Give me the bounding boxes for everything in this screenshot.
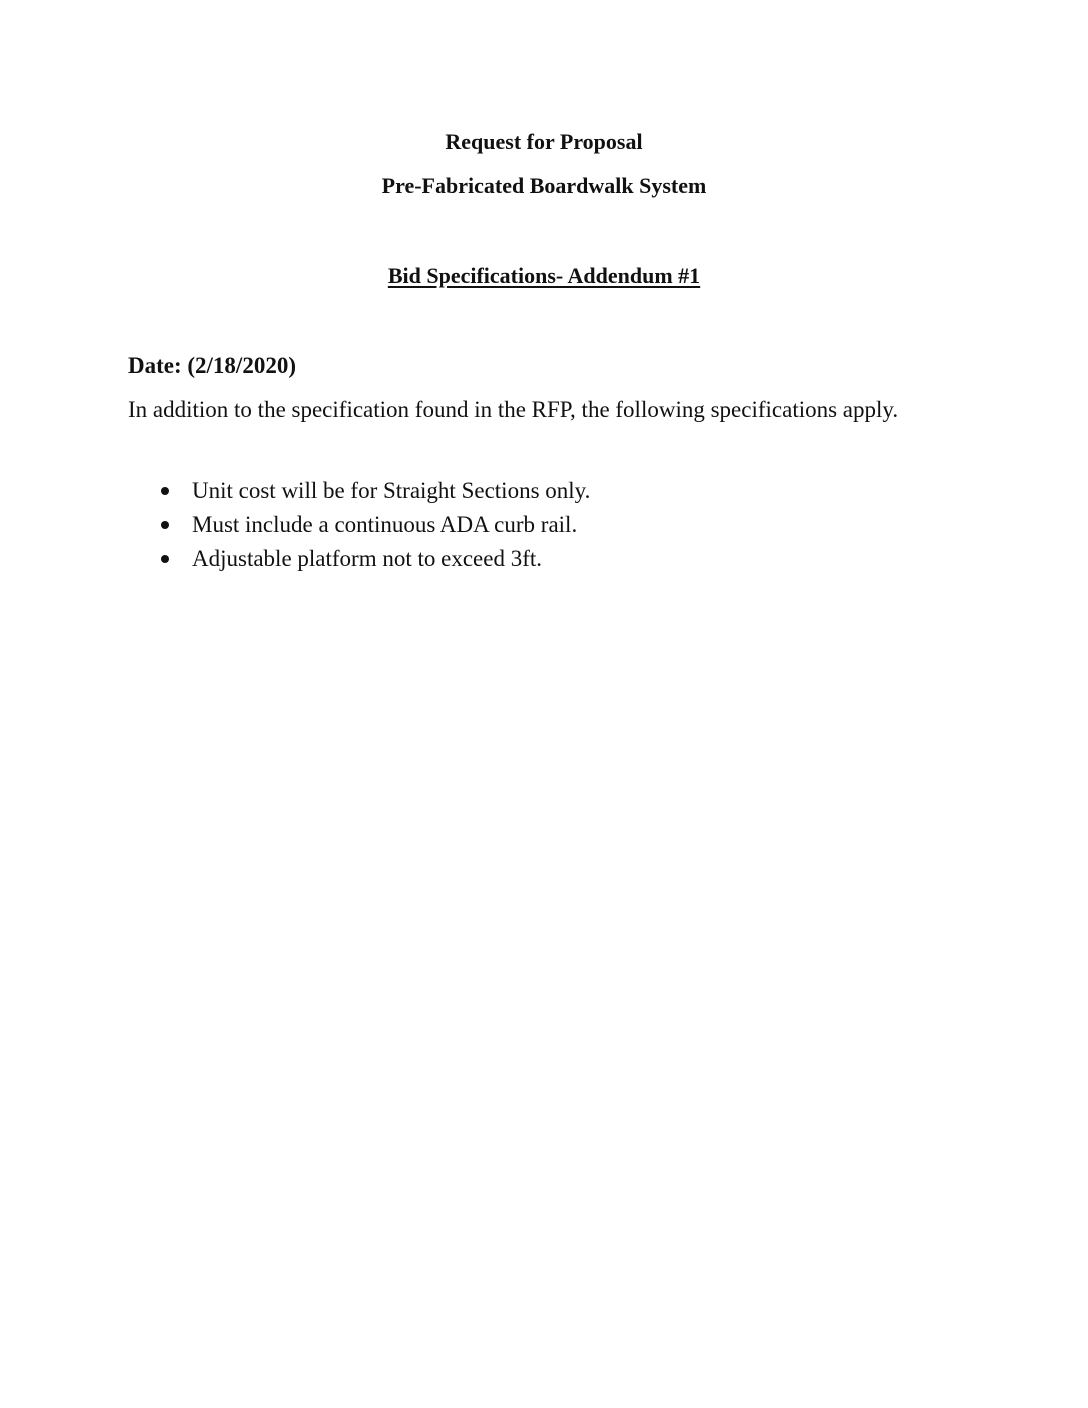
list-item-text: Must include a continuous ADA curb rail. (192, 512, 578, 537)
bullet-icon (161, 487, 169, 495)
document-title: Request for Proposal (445, 129, 643, 154)
list-item-text: Unit cost will be for Straight Sections only. (192, 478, 591, 503)
bullet-icon (161, 555, 169, 563)
list-item (128, 508, 590, 542)
intro-paragraph: In addition to the specification found in the RFP, the following specifications apply. (128, 397, 899, 422)
list-item-text: Adjustable platform not to exceed 3ft. (192, 546, 543, 571)
list-item (128, 542, 590, 576)
addendum-heading: Bid Specifications- Addendum #1 (387, 263, 701, 288)
document-subject: Pre-Fabricated Boardwalk System (381, 173, 707, 198)
list-item (128, 474, 590, 508)
bullet-icon (161, 521, 169, 529)
document-date: Date: (2/18/2020) (128, 353, 296, 378)
specification-list (128, 474, 590, 576)
